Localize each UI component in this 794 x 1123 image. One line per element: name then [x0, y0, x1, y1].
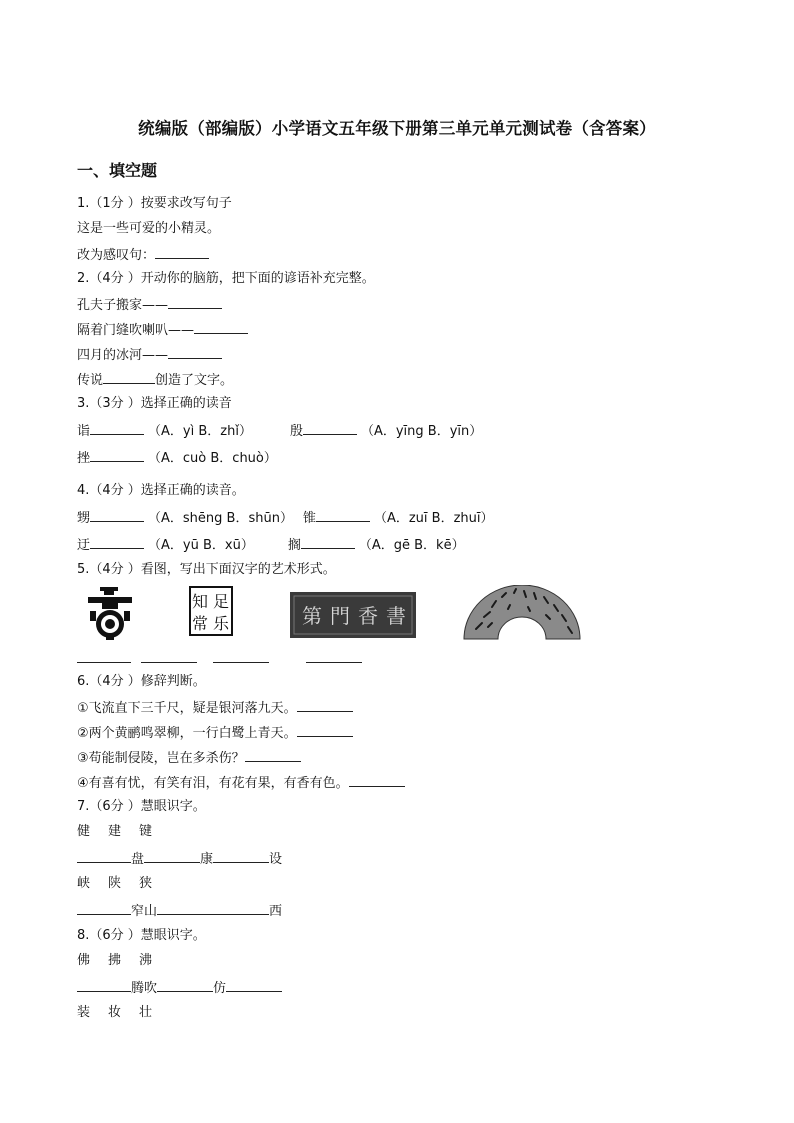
- q7-char: 狭: [139, 876, 153, 891]
- q1-answer-line: [77, 245, 209, 265]
- q7-word: 盘: [131, 852, 145, 867]
- q2-head: 2.（4分 ）开动你的脑筋，把下面的谚语补充完整。: [77, 271, 375, 286]
- q3-row-2: [77, 448, 277, 468]
- answer-blank[interactable]: [77, 650, 131, 663]
- q8-char: 沸: [139, 953, 153, 968]
- seal-char: 常: [191, 614, 209, 633]
- q4-char: 锥: [302, 511, 316, 526]
- answer-blank[interactable]: [90, 421, 144, 435]
- q7-fill-row-2: [77, 901, 282, 921]
- q6-item-4: [77, 773, 405, 793]
- q3-row-1: [77, 421, 482, 441]
- answer-blank[interactable]: [301, 535, 355, 549]
- q7-word: 窄: [131, 904, 145, 919]
- q3-char: 殷: [289, 424, 303, 439]
- answer-blank[interactable]: [297, 698, 353, 712]
- answer-blank[interactable]: [155, 245, 209, 259]
- q7-head: 7.（6分 ）慧眼识字。: [77, 799, 206, 814]
- q4-char: 迂: [77, 538, 91, 553]
- answer-blank[interactable]: [103, 370, 155, 384]
- answer-blank[interactable]: [194, 320, 248, 334]
- q2-item-2: [77, 320, 248, 340]
- q2-item-text: 四月的冰河——: [77, 348, 169, 363]
- q2-item-3: [77, 345, 222, 365]
- q8-fill-row-1: [77, 978, 282, 998]
- answer-blank[interactable]: [168, 295, 222, 309]
- q6-item-3: [77, 748, 301, 768]
- seal-char: 足: [212, 592, 230, 611]
- q6-head: 6.（4分 ）修辞判断。: [77, 674, 206, 689]
- q3-head: 3.（3分 ）选择正确的读音: [77, 396, 232, 411]
- q1-prompt: 改为感叹句：: [77, 248, 156, 263]
- answer-blank[interactable]: [306, 650, 362, 663]
- q6-item-text: ①飞流直下三千尺，疑是银河落九天。: [77, 701, 297, 716]
- q3-options: （A．yì B．zhǐ）: [148, 424, 252, 439]
- q6-item-2: [77, 723, 353, 743]
- q8-char: 拂: [108, 953, 122, 968]
- answer-blank[interactable]: [168, 345, 222, 359]
- q2-item-text: 创造了文字。: [155, 373, 234, 388]
- q2-item-text: 传说: [77, 373, 104, 388]
- q4-row-1: [77, 508, 494, 528]
- q8-word: 仿: [213, 981, 227, 996]
- q7-char: 健: [77, 824, 91, 839]
- answer-blank[interactable]: [157, 901, 213, 915]
- answer-blank[interactable]: [77, 849, 131, 863]
- q7-word: 山: [144, 904, 158, 919]
- answer-blank[interactable]: [349, 773, 405, 787]
- q7-char: 建: [108, 824, 122, 839]
- q6-item-text: ③苟能制侵陵，岂在多杀伤？: [77, 751, 245, 766]
- q5-head: 5.（4分 ）看图，写出下面汉字的艺术形式。: [77, 562, 336, 577]
- q3-options: （A．cuò B．chuò）: [148, 451, 277, 466]
- q8-word: 腾: [131, 981, 145, 996]
- q4-row-2: [77, 535, 465, 555]
- seal-char: 知: [191, 592, 209, 611]
- q8-char: 壮: [139, 1005, 153, 1020]
- q7-char: 陕: [108, 876, 122, 891]
- q6-item-text: ④有喜有忧，有笑有泪，有花有果，有香有色。: [77, 776, 349, 791]
- decorative-character-image: [80, 585, 140, 641]
- q7-char: 键: [139, 824, 153, 839]
- q6-item-1: [77, 698, 353, 718]
- q7-word: 西: [269, 904, 283, 919]
- q2-item-text: 孔夫子搬家——: [77, 298, 169, 313]
- q8-char-group-1: [77, 952, 152, 970]
- answer-blank[interactable]: [90, 448, 144, 462]
- answer-blank[interactable]: [303, 421, 357, 435]
- q2-item-1: [77, 295, 222, 315]
- q7-word: 康: [200, 852, 214, 867]
- q6-item-text: ②两个黄鹂鸣翠柳，一行白鹭上青天。: [77, 726, 297, 741]
- q3-char: 诣: [77, 424, 91, 439]
- seal-script-image: [188, 585, 234, 637]
- q4-options: （A．gē B．kē）: [358, 538, 465, 553]
- answer-blank[interactable]: [226, 978, 282, 992]
- plaque-char: 第: [302, 604, 322, 628]
- q4-head: 4.（4分 ）选择正确的读音。: [77, 483, 245, 498]
- q8-char: 装: [77, 1005, 91, 1020]
- q4-options: （A．shēng B．shūn）: [148, 511, 293, 526]
- q4-char: 甥: [77, 511, 91, 526]
- answer-blank[interactable]: [77, 978, 131, 992]
- q8-char: 佛: [77, 953, 91, 968]
- q3-options: （A．yīng B．yīn）: [360, 424, 483, 439]
- q3-char: 挫: [77, 451, 91, 466]
- q2-item-4: [77, 370, 233, 390]
- q8-char: 妆: [108, 1005, 122, 1020]
- answer-blank[interactable]: [297, 723, 353, 737]
- plaque-char: 門: [330, 604, 350, 628]
- q7-char-group-1: [77, 823, 152, 841]
- q7-fill-row-1: [77, 849, 282, 869]
- answer-blank[interactable]: [213, 901, 269, 915]
- section-title: 一、填空题: [77, 161, 158, 180]
- q1-head: 1.（1分 ）按要求改写句子: [77, 196, 232, 211]
- q1-sentence: 这是一些可爱的小精灵。: [77, 221, 221, 236]
- q8-char-group-2: [77, 1004, 152, 1022]
- answer-blank[interactable]: [90, 508, 144, 522]
- q2-item-text: 隔着门缝吹喇叭——: [77, 323, 195, 338]
- q4-options: （A．yū B．xū）: [148, 538, 254, 553]
- q8-word: 吹: [144, 981, 158, 996]
- answer-blank[interactable]: [144, 849, 200, 863]
- q4-options: （A．zuī B．zhuī）: [373, 511, 494, 526]
- answer-blank[interactable]: [316, 508, 370, 522]
- fan-calligraphy-image: [462, 585, 582, 641]
- answer-blank[interactable]: [213, 849, 269, 863]
- answer-blank[interactable]: [77, 901, 131, 915]
- answer-blank[interactable]: [213, 650, 269, 663]
- q4-char: 搁: [287, 538, 301, 553]
- answer-blank[interactable]: [157, 978, 213, 992]
- calligraphy-plaque-image: [290, 592, 416, 638]
- page-title: 统编版（部编版）小学语文五年级下册第三单元单元测试卷（含答案）: [138, 119, 656, 138]
- answer-blank[interactable]: [141, 650, 197, 663]
- q8-head: 8.（6分 ）慧眼识字。: [77, 928, 206, 943]
- plaque-char: 香: [358, 604, 378, 628]
- q7-char-group-2: [77, 875, 152, 893]
- seal-char: 乐: [212, 614, 230, 633]
- plaque-char: 書: [386, 604, 406, 628]
- answer-blank[interactable]: [245, 748, 301, 762]
- answer-blank[interactable]: [90, 535, 144, 549]
- q7-char: 峡: [77, 876, 91, 891]
- q7-word: 设: [269, 852, 283, 867]
